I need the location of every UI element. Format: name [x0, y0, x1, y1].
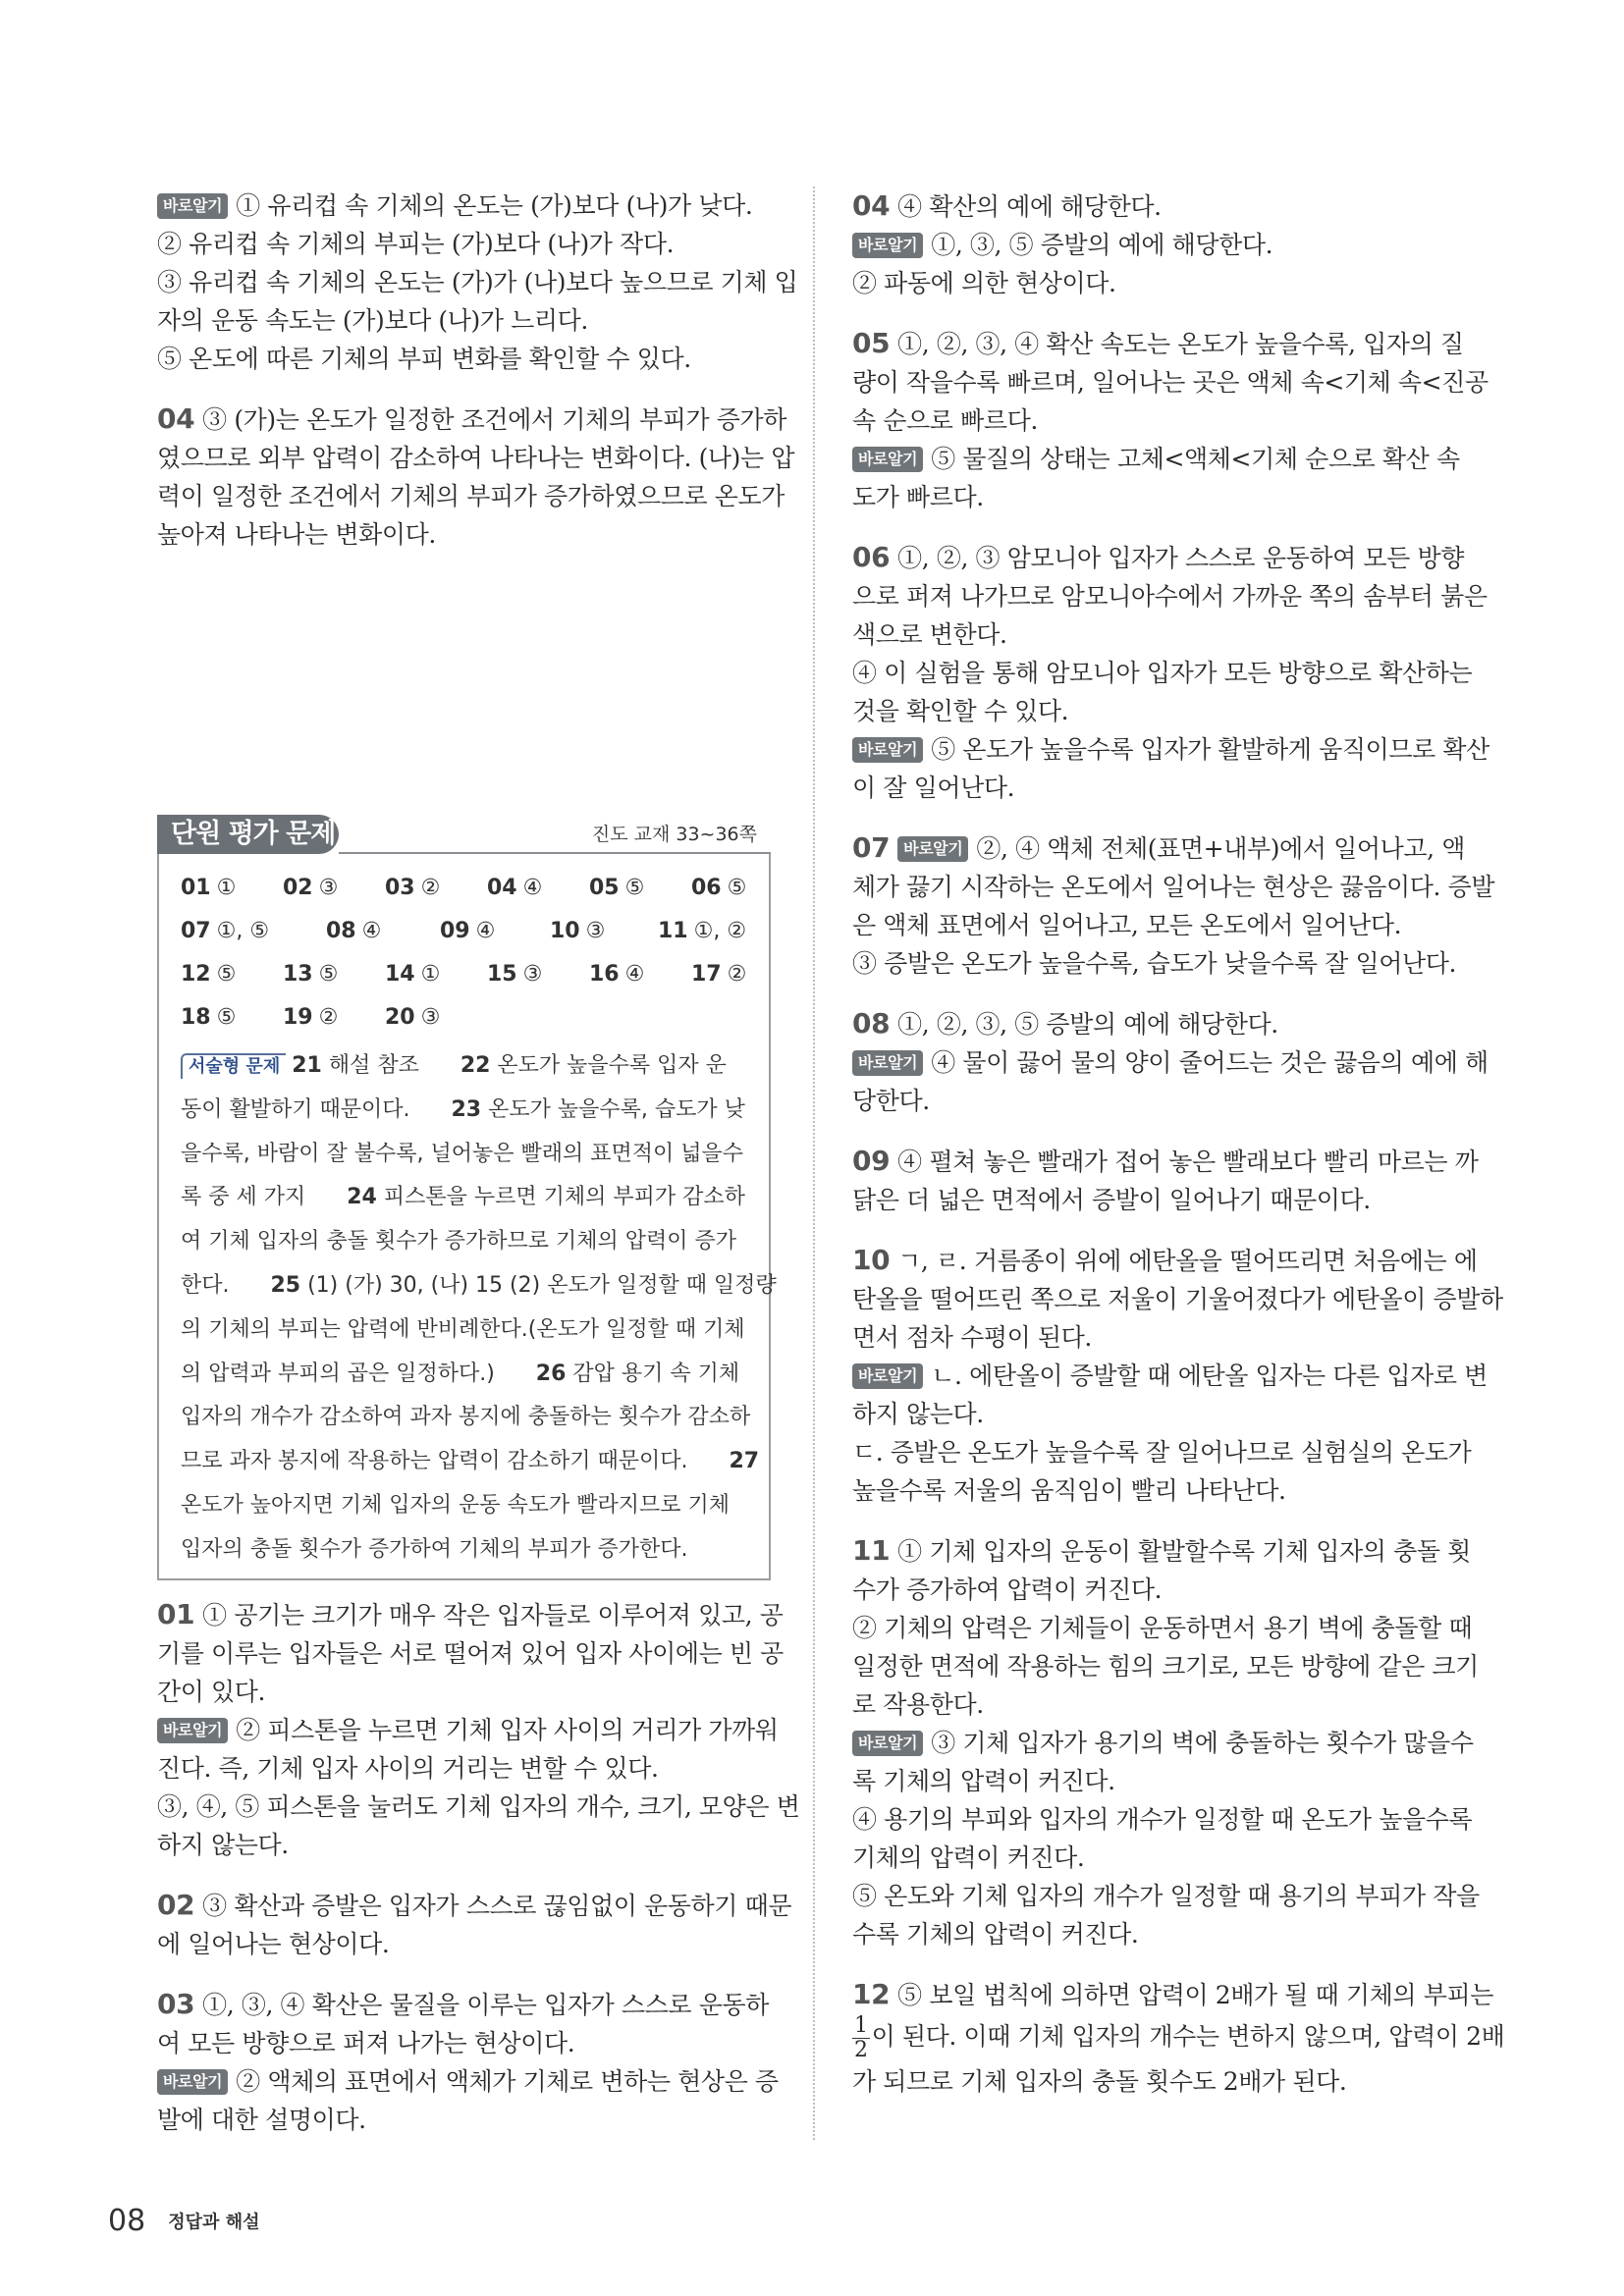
line-text: ② 기체의 압력은 기체들이 운동하면서 용기 벽에 충돌할 때	[852, 1614, 1473, 1642]
question-number: 07	[852, 831, 891, 864]
line-text: ⑤ 온도에 따른 기체의 부피 변화를 확인할 수 있다.	[157, 345, 691, 373]
essay-answers	[181, 1044, 777, 1573]
line-text: 이 잘 일어난다.	[852, 774, 1015, 802]
footer-label: 정답과 해설	[168, 2212, 260, 2233]
explanation-line	[852, 1142, 1479, 1181]
explanation-line	[852, 1395, 1471, 1433]
line-text: 면서 점차 수평이 된다.	[852, 1323, 1092, 1352]
explanation-line	[852, 868, 1495, 906]
question-number: 09	[852, 1145, 891, 1177]
explanation-line	[157, 225, 771, 263]
unit-test-box	[157, 815, 777, 1580]
answer-item	[283, 1005, 338, 1030]
question-number: 04	[852, 189, 891, 222]
answer-choice: ⑤	[727, 876, 747, 900]
fraction	[852, 2014, 870, 2062]
line-text: 닭은 더 넓은 면적에서 증발이 일어나기 때문이다.	[852, 1186, 1371, 1214]
line-text: ④ 용기의 부피와 입자의 개수가 일정할 때 온도가 높을수록	[852, 1805, 1473, 1834]
line-text: ② 액체의 표면에서 액체가 기체로 변하는 현상은 증	[236, 2067, 779, 2096]
line-text: ⑤ 온도가 높을수록 입자가 활발하게 움직이므로 확산	[931, 735, 1489, 764]
explanation-line	[852, 187, 1471, 226]
explanation-line	[157, 1925, 771, 1963]
question-number: 02	[157, 1889, 195, 1921]
explanation-line	[852, 1609, 1471, 1647]
essay-text: 온도가 높을수록 입자 운	[490, 1053, 727, 1078]
answer-block	[157, 187, 798, 378]
unit-test-pages: 진도 교재 33~36쪽	[591, 824, 757, 845]
essay-number: 23	[451, 1096, 482, 1122]
explanation-line	[852, 2013, 1505, 2062]
explanation-line	[157, 1634, 784, 1673]
line-text: ⑤ 온도와 기체 입자의 개수가 일정할 때 용기의 부피가 작을	[852, 1882, 1480, 1910]
question-number: 08	[852, 1007, 891, 1040]
answer-block	[852, 1241, 1503, 1510]
answer-item	[181, 1005, 236, 1030]
line-text: ③ 기체 입자가 용기의 벽에 충돌하는 횟수가 많을수	[931, 1729, 1474, 1757]
line-text: ④ 확산의 예에 해당한다.	[897, 192, 1162, 221]
line-text: 도가 빠르다.	[852, 483, 984, 511]
explanation-line	[852, 944, 1471, 983]
line-text: ① 공기는 크기가 매우 작은 입자들로 이루어져 있고, 공	[202, 1601, 784, 1629]
answer-number: 14	[385, 962, 415, 987]
line-text: ①, ②, ③, ④ 확산 속도는 온도가 높을수록, 입자의 질	[897, 330, 1464, 358]
explanation-line	[852, 1571, 1471, 1609]
essay-text: 입자의 개수가 감소하여 과자 봉지에 충돌하는 횟수가 감소하	[181, 1405, 751, 1430]
answer-choice: ③	[318, 876, 339, 900]
answer-block	[157, 1886, 792, 1963]
line-text: ② 피스톤을 누르면 기체 입자 사이의 거리가 가까워	[236, 1716, 779, 1744]
line-text: ②, ④ 액체 전체(표면+내부)에서 일어나고, 액	[976, 834, 1465, 863]
explanation-line	[852, 1915, 1471, 1953]
answer-number: 07	[181, 919, 211, 943]
answer-item	[181, 876, 236, 900]
answer-block	[852, 1531, 1480, 1953]
explanation-line	[157, 1985, 771, 2024]
essay-line	[181, 1089, 751, 1133]
page-number: 08	[108, 2204, 146, 2238]
explanation-line	[852, 1043, 1489, 1082]
answer-block	[852, 1004, 1489, 1120]
line-text: ③ (가)는 온도가 일정한 조건에서 기체의 부피가 증가하	[202, 405, 787, 434]
explanation-line	[852, 440, 1471, 478]
explanation-line	[852, 1685, 1471, 1724]
essay-text: 한다.	[181, 1272, 271, 1298]
line-text: 간이 있다.	[157, 1678, 266, 1706]
line-text: ② 파동에 의한 현상이다.	[852, 269, 1116, 297]
answer-item	[589, 876, 644, 900]
essay-line	[181, 1396, 751, 1440]
answer-number: 20	[385, 1005, 415, 1030]
line-text: ③ 유리컵 속 기체의 온도는 (가)가 (나)보다 높으므로 기체 입	[157, 268, 798, 296]
answer-number: 10	[550, 919, 580, 943]
answer-item	[487, 876, 542, 900]
correction-badge: 바로알기	[852, 1731, 923, 1756]
explanation-line	[157, 1826, 771, 1864]
explanation-line	[852, 1724, 1474, 1762]
line-text: 가 되므로 기체 입자의 충돌 횟수도 2배가 된다.	[852, 2067, 1347, 2096]
answer-choice: ⑤	[216, 1005, 237, 1030]
line-text: 자의 운동 속도는 (가)보다 (나)가 느리다.	[157, 306, 588, 335]
line-text: ①, ③, ⑤ 증발의 예에 해당한다.	[931, 231, 1273, 259]
line-text: 기를 이루는 입자들은 서로 떨어져 있어 입자 사이에는 빈 공	[157, 1639, 784, 1668]
unit-test-header	[157, 815, 771, 854]
question-number: 10	[852, 1244, 891, 1276]
answer-choice: ②	[420, 876, 441, 900]
explanation-line	[852, 478, 1471, 516]
line-text: ㄴ. 에탄올이 증발할 때 에탄올 입자는 다른 입자로 변	[931, 1362, 1488, 1390]
explanation-line	[157, 2024, 771, 2062]
answer-block	[852, 828, 1495, 983]
essay-line	[181, 1264, 777, 1308]
explanation-line	[852, 324, 1471, 363]
question-number: 05	[852, 327, 891, 359]
explanation-line	[852, 692, 1471, 730]
explanation-line	[852, 906, 1471, 944]
explanation-line	[852, 654, 1471, 692]
line-text: ①, ②, ③ 암모니아 입자가 스스로 운동하여 모든 방향	[897, 544, 1464, 572]
essay-label: 서술형 문제	[181, 1053, 286, 1079]
essay-line	[181, 1353, 751, 1397]
answer-number: 13	[283, 962, 313, 987]
question-number: 03	[157, 1988, 195, 2020]
explanation-line	[852, 1280, 1503, 1318]
answer-number: 05	[589, 876, 620, 900]
explanation-line	[852, 1004, 1471, 1043]
line-text: ①, ③, ④ 확산은 물질을 이루는 입자가 스스로 운동하	[202, 1991, 769, 2019]
explanation-line	[852, 1357, 1488, 1395]
explanation-line	[852, 1241, 1478, 1280]
explanation-line	[157, 477, 785, 515]
explanation-line	[852, 730, 1489, 769]
answer-number: 09	[440, 919, 470, 943]
explanation-line	[852, 615, 1471, 654]
explanation-line	[852, 538, 1471, 577]
essay-text: 온도가 높을수록, 습도가 낮	[481, 1096, 745, 1122]
left-column-bottom	[157, 1595, 800, 2161]
answer-block	[157, 1985, 779, 2139]
essay-number: 25	[270, 1272, 301, 1298]
explanation-line	[852, 1181, 1471, 1219]
answer-choice: ④	[361, 919, 382, 943]
answer-number: 15	[487, 962, 517, 987]
answer-row	[181, 870, 751, 913]
answer-number: 11	[658, 919, 688, 943]
explanation-line	[852, 1433, 1471, 1471]
line-text: ①, ②, ③, ⑤ 증발의 예에 해당한다.	[897, 1010, 1278, 1039]
essay-number: 21	[292, 1053, 322, 1078]
essay-line	[181, 1484, 751, 1528]
essay-text: 록 중 세 가지	[181, 1185, 348, 1210]
line-text: 로 작용한다.	[852, 1690, 984, 1719]
answer-choice: ③	[522, 962, 543, 987]
answer-choice: ⑤	[318, 962, 339, 987]
explanation-line	[852, 1471, 1471, 1510]
answer-block	[852, 1142, 1479, 1219]
essay-text: 동이 활발하기 때문이다.	[181, 1096, 452, 1122]
correction-badge: 바로알기	[157, 193, 228, 219]
essay-text: 온도가 높아지면 기체 입자의 운동 속도가 빨라지므로 기체	[181, 1492, 731, 1518]
line-text: 체가 끓기 시작하는 온도에서 일어나는 현상은 끓음이다. 증발	[852, 873, 1495, 901]
answer-item	[385, 1005, 440, 1030]
line-text: 하지 않는다.	[852, 1400, 984, 1428]
unit-test-title: 단원 평가 문제	[157, 815, 339, 854]
line-text: ① 기체 입자의 운동이 활발할수록 기체 입자의 충돌 횟	[897, 1537, 1471, 1566]
line-text: 것을 확인할 수 있다.	[852, 697, 1069, 725]
answer-choice: ②	[318, 1005, 339, 1030]
question-number: 01	[157, 1598, 195, 1630]
line-text: 진다. 즉, 기체 입자 사이의 거리는 변할 수 있다.	[157, 1754, 659, 1783]
essay-text: 피스톤을 누르면 기체의 부피가 감소하	[376, 1185, 745, 1210]
line-text: 발에 대한 설명이다.	[157, 2106, 366, 2134]
answer-row	[181, 999, 751, 1042]
correction-badge: 바로알기	[852, 233, 923, 258]
explanation-line	[852, 264, 1471, 302]
explanation-line	[157, 187, 771, 225]
essay-line	[181, 1308, 751, 1353]
correction-badge: 바로알기	[897, 836, 968, 862]
answer-choice: ④	[475, 919, 496, 943]
line-text: 높을수록 저울의 움직임이 빨리 나타난다.	[852, 1476, 1286, 1505]
essay-text: (1) (가) 30, (나) 15 (2) 온도가 일정할 때 일정량	[300, 1272, 777, 1298]
answer-number: 01	[181, 876, 211, 900]
answer-number: 12	[181, 962, 211, 987]
line-text: ③ 확산과 증발은 입자가 스스로 끊임없이 운동하기 때문	[202, 1892, 792, 1920]
line-text: 였으므로 외부 압력이 감소하여 나타나는 변화이다. (나)는 압	[157, 444, 795, 472]
answer-item	[691, 876, 746, 900]
answer-choice: ③	[420, 1005, 441, 1030]
line-text: ① 유리컵 속 기체의 온도는 (가)보다 (나)가 낮다.	[236, 191, 753, 220]
correction-badge: 바로알기	[852, 447, 923, 472]
essay-line	[181, 1176, 751, 1220]
explanation-line	[157, 263, 798, 301]
explanation-line	[157, 1788, 800, 1826]
answer-number: 18	[181, 1005, 211, 1030]
line-text: ⑤ 물질의 상태는 고체<액체<기체 순으로 확산 속	[931, 445, 1460, 473]
correction-badge: 바로알기	[157, 1718, 228, 1743]
essay-number: 26	[535, 1361, 567, 1386]
essay-text: 입자의 충돌 횟수가 증가하여 기체의 부피가 증가한다.	[181, 1536, 688, 1562]
explanation-line	[852, 226, 1471, 264]
answer-item	[440, 919, 495, 943]
line-text: ③, ④, ⑤ 피스톤을 눌러도 기체 입자의 개수, 크기, 모양은 변	[157, 1792, 800, 1821]
explanation-line	[157, 1886, 792, 1925]
answer-row	[181, 913, 751, 956]
line-text: 높아져 나타나는 변화이다.	[157, 520, 436, 549]
answer-choice: ④	[624, 962, 645, 987]
answer-number: 16	[589, 962, 620, 987]
line-text: 여 모든 방향으로 퍼져 나가는 현상이다.	[157, 2029, 575, 2057]
explanation-line	[852, 401, 1471, 440]
explanation-line	[157, 340, 771, 378]
essay-line	[181, 1440, 760, 1484]
explanation-line	[157, 301, 771, 340]
answer-choice: ⑤	[624, 876, 645, 900]
explanation-line	[157, 1749, 771, 1788]
essay-line	[181, 1220, 751, 1264]
explanation-line	[852, 577, 1488, 615]
fraction-numerator: 1	[854, 2013, 868, 2038]
line-text: 속 순으로 빠르다.	[852, 406, 1038, 435]
answer-choice: ⑤	[216, 962, 237, 987]
essay-text: 해설 참조	[321, 1053, 460, 1078]
answer-block	[852, 324, 1489, 516]
answer-item	[691, 962, 746, 987]
explanation-line	[157, 515, 771, 554]
unit-test-body	[157, 854, 777, 1580]
explanation-line	[852, 1877, 1480, 1915]
explanation-line	[852, 2062, 1471, 2101]
essay-text: 감압 용기 속 기체	[566, 1361, 740, 1386]
correction-badge: 바로알기	[852, 1050, 923, 1076]
question-number: 11	[852, 1534, 891, 1567]
right-column	[852, 187, 1505, 2122]
essay-text: 의 압력과 부피의 곱은 일정하다.)	[181, 1361, 536, 1386]
line-text: 량이 작을수록 빠르며, 일어나는 곳은 액체 속<기체 속<진공	[852, 368, 1489, 397]
line-text: 탄올을 떨어뜨린 쪽으로 저울이 기울어졌다가 에탄올이 증발하	[852, 1285, 1503, 1313]
answer-number: 17	[691, 962, 722, 987]
explanation-line	[852, 1318, 1471, 1357]
answer-number: 04	[487, 876, 517, 900]
essay-line	[181, 1133, 751, 1177]
explanation-line	[157, 1595, 784, 1634]
essay-line	[181, 1044, 751, 1089]
essay-number: 27	[729, 1449, 760, 1474]
answer-choice: ③	[585, 919, 606, 943]
line-text: 이 된다. 이때 기체 입자의 개수는 변하지 않으며, 압력이 2배	[871, 2022, 1505, 2051]
explanation-line	[157, 400, 787, 439]
line-text: 색으로 변한다.	[852, 620, 1007, 649]
line-text: ④ 펼쳐 놓은 빨래가 접어 놓은 빨래보다 빨리 마르는 까	[897, 1148, 1479, 1176]
line-text: ⑤ 보일 법칙에 의하면 압력이 2배가 될 때 기체의 부피는	[897, 1981, 1493, 2009]
line-text: 력이 일정한 조건에서 기체의 부피가 증가하였으므로 온도가	[157, 482, 785, 510]
fraction-denominator: 2	[854, 2038, 868, 2062]
answer-choice: ②	[727, 962, 747, 987]
answer-item	[658, 919, 746, 943]
line-text: ㄷ. 증발은 온도가 높을수록 잘 일어나므로 실험실의 온도가	[852, 1438, 1472, 1467]
line-text: 당한다.	[852, 1087, 930, 1115]
answer-item	[181, 919, 269, 943]
explanation-line	[157, 2101, 771, 2139]
essay-number: 22	[460, 1053, 491, 1078]
explanation-line	[852, 1531, 1471, 1571]
line-text: 으로 퍼져 나가므로 암모니아수에서 가까운 쪽의 솜부터 붉은	[852, 582, 1488, 611]
answer-block	[852, 1975, 1505, 2101]
explanation-line	[852, 1800, 1471, 1839]
question-number: 06	[852, 541, 891, 573]
answer-item	[550, 919, 605, 943]
line-text: 록 기체의 압력이 커진다.	[852, 1767, 1115, 1795]
essay-text: 여 기체 입자의 충돌 횟수가 증가하므로 기체의 압력이 증가	[181, 1229, 736, 1255]
question-number: 04	[157, 402, 195, 435]
answer-choice: ①, ⑤	[216, 919, 270, 943]
explanation-line	[852, 1839, 1471, 1877]
line-text: 일정한 면적에 작용하는 힘의 크기로, 모든 방향에 같은 크기	[852, 1652, 1479, 1681]
explanation-line	[157, 439, 795, 477]
essay-line	[181, 1528, 751, 1573]
answer-number: 03	[385, 876, 415, 900]
answer-number: 02	[283, 876, 313, 900]
essay-text: 을수록, 바람이 잘 불수록, 널어놓은 빨래의 표면적이 넓을수	[181, 1141, 743, 1166]
line-text: ③ 증발은 온도가 높을수록, 습도가 낮을수록 잘 일어난다.	[852, 949, 1457, 978]
answer-item	[181, 962, 236, 987]
line-text: 수록 기체의 압력이 커진다.	[852, 1920, 1139, 1949]
answer-item	[283, 962, 338, 987]
correction-badge: 바로알기	[157, 2069, 228, 2095]
line-text: ④ 이 실험을 통해 암모니아 입자가 모든 방향으로 확산하는	[852, 659, 1473, 687]
answer-item	[283, 876, 338, 900]
answer-block	[157, 400, 795, 554]
answer-item	[385, 962, 440, 987]
answer-grid	[181, 870, 751, 1042]
line-text: 하지 않는다.	[157, 1831, 289, 1859]
answer-item	[589, 962, 644, 987]
answer-choice: ①	[216, 876, 237, 900]
answer-number: 06	[691, 876, 722, 900]
answer-choice: ①, ②	[693, 919, 747, 943]
question-number: 12	[852, 1978, 891, 2010]
line-text: ② 유리컵 속 기체의 부피는 (가)보다 (나)가 작다.	[157, 230, 675, 258]
line-text: 수가 증가하여 압력이 커진다.	[852, 1575, 1163, 1604]
explanation-line	[852, 828, 1471, 868]
answer-choice: ①	[420, 962, 441, 987]
explanation-line	[852, 1647, 1479, 1685]
explanation-line	[852, 1082, 1471, 1120]
answer-row	[181, 956, 751, 999]
answer-item	[326, 919, 381, 943]
explanation-line	[157, 1673, 771, 1711]
explanation-line	[852, 1762, 1471, 1800]
correction-badge: 바로알기	[852, 737, 923, 763]
explanation-line	[157, 1711, 779, 1749]
line-text: ④ 물이 끓어 물의 양이 줄어드는 것은 끓음의 예에 해	[931, 1048, 1489, 1077]
essay-text: 므로 과자 봉지에 작용하는 압력이 감소하기 때문이다.	[181, 1449, 730, 1474]
answer-block	[157, 1595, 800, 1864]
column-divider	[813, 187, 815, 2140]
line-text: 은 액체 표면에서 일어나고, 모든 온도에서 일어난다.	[852, 911, 1402, 939]
explanation-line	[852, 1975, 1493, 2014]
left-column-top	[157, 187, 798, 575]
answer-number: 08	[326, 919, 356, 943]
answer-choice: ④	[522, 876, 543, 900]
line-text: 에 일어나는 현상이다.	[157, 1930, 390, 1958]
line-text: ㄱ, ㄹ. 거름종이 위에 에탄올을 떨어뜨리면 처음에는 에	[897, 1247, 1478, 1275]
explanation-line	[852, 363, 1489, 401]
answer-block	[852, 187, 1471, 302]
answer-block	[852, 538, 1489, 807]
page-footer	[108, 2204, 260, 2243]
line-text: 기체의 압력이 커진다.	[852, 1843, 1085, 1872]
explanation-line	[852, 769, 1471, 807]
answer-number: 19	[283, 1005, 313, 1030]
essay-text: 의 기체의 부피는 압력에 반비례한다.(온도가 일정할 때 기체	[181, 1316, 745, 1342]
answer-item	[385, 876, 440, 900]
essay-number: 24	[347, 1185, 377, 1210]
answer-item	[487, 962, 542, 987]
correction-badge: 바로알기	[852, 1363, 923, 1389]
explanation-line	[157, 2062, 779, 2101]
